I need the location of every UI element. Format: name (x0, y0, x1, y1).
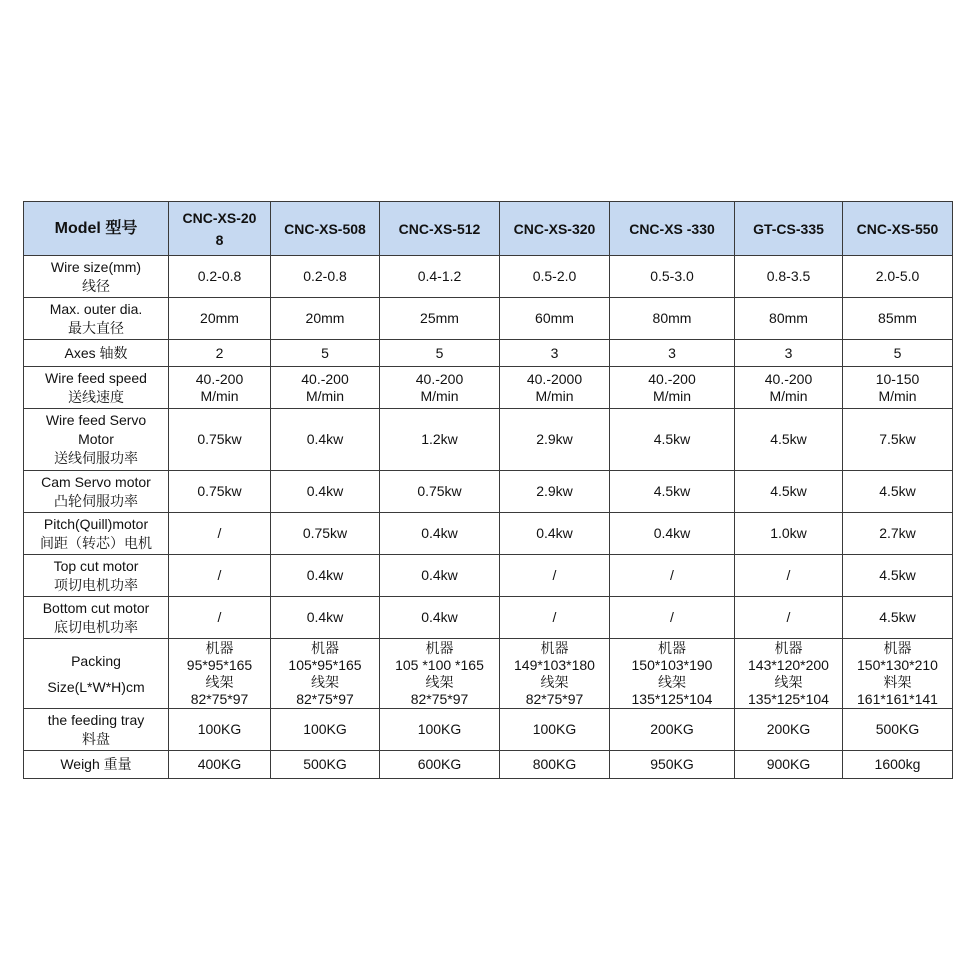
table-cell: / (735, 555, 843, 597)
table-row (24, 709, 953, 751)
table-cell: 机器 105*95*165 线架 82*75*97 (271, 639, 380, 709)
table-cell: 200KG (735, 709, 843, 751)
table-cell: 2.0-5.0 (843, 256, 953, 298)
table-cell: 0.75kw (380, 471, 500, 513)
table-cell: 40.-200 M/min (271, 367, 380, 409)
row-label: Wire feed speed 送线速度 (24, 367, 169, 409)
header-row (24, 202, 953, 256)
row-label: Cam Servo motor 凸轮伺服功率 (24, 471, 169, 513)
model-column-header: CNC-XS -330 (610, 202, 735, 256)
table-cell: 机器 149*103*180 线架 82*75*97 (500, 639, 610, 709)
table-row (24, 555, 953, 597)
table-cell: 20mm (169, 298, 271, 340)
table-row (24, 513, 953, 555)
table-cell: 950KG (610, 751, 735, 779)
table-cell: 机器 143*120*200 线架 135*125*104 (735, 639, 843, 709)
table-cell: 10-150 M/min (843, 367, 953, 409)
model-column-header: GT-CS-335 (735, 202, 843, 256)
table-cell: 机器 95*95*165 线架 82*75*97 (169, 639, 271, 709)
table-cell: / (169, 513, 271, 555)
row-label: Max. outer dia. 最大直径 (24, 298, 169, 340)
table-cell: 100KG (271, 709, 380, 751)
table-cell: / (169, 555, 271, 597)
table-cell: 0.4kw (380, 597, 500, 639)
table-cell: 2 (169, 340, 271, 367)
table-cell: 机器 150*130*210 料架 161*161*141 (843, 639, 953, 709)
row-label: Packing Size(L*W*H)cm (24, 639, 169, 709)
table-cell: 机器 150*103*190 线架 135*125*104 (610, 639, 735, 709)
table-cell: 0.75kw (169, 409, 271, 471)
table-row (24, 340, 953, 367)
table-cell: 4.5kw (843, 555, 953, 597)
model-column-header: CNC-XS-20 8 (169, 202, 271, 256)
table-cell: 85mm (843, 298, 953, 340)
table-cell: 4.5kw (843, 597, 953, 639)
table-cell: 0.4kw (271, 555, 380, 597)
table-cell: 25mm (380, 298, 500, 340)
table-cell: 2.9kw (500, 471, 610, 513)
table-cell: 0.5-3.0 (610, 256, 735, 298)
table-cell: 1.0kw (735, 513, 843, 555)
table-cell: 800KG (500, 751, 610, 779)
table-cell: 0.2-0.8 (271, 256, 380, 298)
table-cell: 5 (271, 340, 380, 367)
table-cell: 3 (500, 340, 610, 367)
table-row (24, 751, 953, 779)
table-cell: 4.5kw (735, 409, 843, 471)
table-cell: 2.7kw (843, 513, 953, 555)
row-label: Top cut motor 项切电机功率 (24, 555, 169, 597)
table-row (24, 597, 953, 639)
row-label: Weigh 重量 (24, 751, 169, 779)
table-cell: / (610, 597, 735, 639)
table-cell: / (500, 555, 610, 597)
row-label: Wire size(mm) 线径 (24, 256, 169, 298)
model-column-header: CNC-XS-508 (271, 202, 380, 256)
table-cell: 0.4kw (380, 555, 500, 597)
table-cell: 0.75kw (271, 513, 380, 555)
table-cell: 7.5kw (843, 409, 953, 471)
table-cell: 80mm (610, 298, 735, 340)
table-cell: 100KG (380, 709, 500, 751)
table-cell: 400KG (169, 751, 271, 779)
table-cell: 80mm (735, 298, 843, 340)
table-row (24, 471, 953, 513)
table-cell: 机器 105 *100 *165 线架 82*75*97 (380, 639, 500, 709)
table-cell: 40.-200 M/min (380, 367, 500, 409)
table-cell: 0.4kw (380, 513, 500, 555)
table-row (24, 367, 953, 409)
table-cell: 500KG (271, 751, 380, 779)
table-cell: 900KG (735, 751, 843, 779)
row-label: Bottom cut motor 底切电机功率 (24, 597, 169, 639)
table-cell: 40.-200 M/min (610, 367, 735, 409)
table-cell: 0.8-3.5 (735, 256, 843, 298)
table-cell: 20mm (271, 298, 380, 340)
table-cell: / (610, 555, 735, 597)
table-row (24, 298, 953, 340)
table-cell: / (735, 597, 843, 639)
table-cell: 100KG (169, 709, 271, 751)
table-cell: 0.4kw (271, 597, 380, 639)
table-cell: 0.4kw (271, 471, 380, 513)
table-cell: 0.2-0.8 (169, 256, 271, 298)
table-cell: 100KG (500, 709, 610, 751)
model-column-header: CNC-XS-512 (380, 202, 500, 256)
table-cell: 2.9kw (500, 409, 610, 471)
table-cell: 0.4-1.2 (380, 256, 500, 298)
table-cell: 40.-2000 M/min (500, 367, 610, 409)
row-label: Pitch(Quill)motor 间距（转芯）电机 (24, 513, 169, 555)
table-cell: / (500, 597, 610, 639)
table-cell: 3 (735, 340, 843, 367)
table-row (24, 409, 953, 471)
table-cell: 1600kg (843, 751, 953, 779)
table-cell: 3 (610, 340, 735, 367)
table-cell: 0.4kw (500, 513, 610, 555)
table-row (24, 256, 953, 298)
table-cell: 40.-200 M/min (169, 367, 271, 409)
spec-table (23, 201, 953, 779)
table-cell: 4.5kw (735, 471, 843, 513)
table-cell: 200KG (610, 709, 735, 751)
table-cell: 600KG (380, 751, 500, 779)
table-cell: 0.5-2.0 (500, 256, 610, 298)
row-label: the feeding tray 料盘 (24, 709, 169, 751)
model-column-header: CNC-XS-320 (500, 202, 610, 256)
model-header: Model 型号 (24, 202, 169, 256)
table-cell: 60mm (500, 298, 610, 340)
table-cell: 500KG (843, 709, 953, 751)
row-label: Axes 轴数 (24, 340, 169, 367)
table-cell: 0.4kw (610, 513, 735, 555)
model-column-header: CNC-XS-550 (843, 202, 953, 256)
table-cell: / (169, 597, 271, 639)
table-cell: 5 (843, 340, 953, 367)
table-cell: 4.5kw (610, 409, 735, 471)
table-cell: 4.5kw (843, 471, 953, 513)
table-cell: 1.2kw (380, 409, 500, 471)
table-cell: 4.5kw (610, 471, 735, 513)
table-row (24, 639, 953, 709)
table-cell: 40.-200 M/min (735, 367, 843, 409)
table-cell: 0.75kw (169, 471, 271, 513)
table-cell: 5 (380, 340, 500, 367)
row-label: Wire feed Servo Motor 送线伺服功率 (24, 409, 169, 471)
table-cell: 0.4kw (271, 409, 380, 471)
